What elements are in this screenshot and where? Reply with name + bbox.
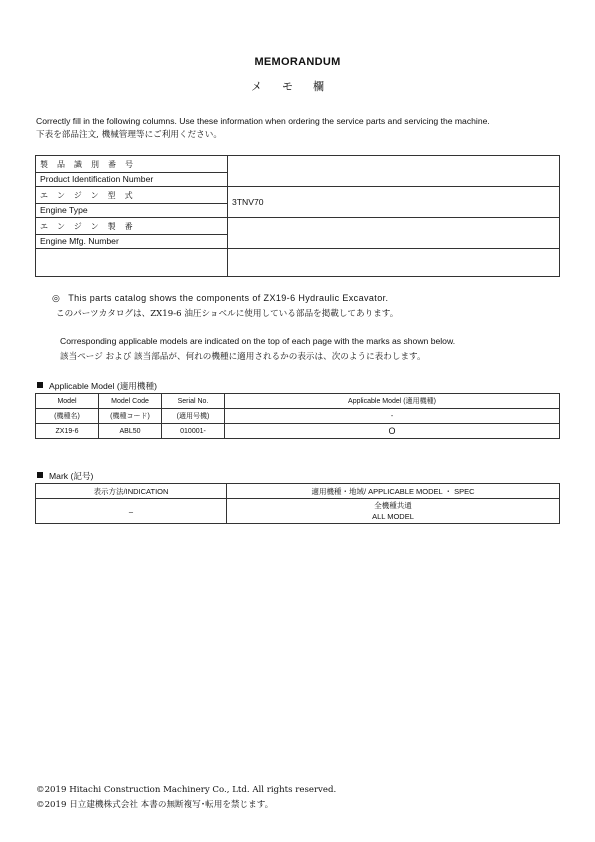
catalog-note-en (52, 293, 388, 304)
model-code-cell: ABL50 (99, 424, 162, 439)
col-header-indication: 表示方法/INDICATION (36, 484, 227, 499)
blank-cell-right (228, 249, 560, 277)
applicable-spec-cell (227, 499, 560, 524)
engine-mfg-label-jp: エンジン製番 (36, 218, 228, 235)
table-row (36, 499, 560, 524)
mark-heading (37, 470, 93, 482)
col-header-model-code: Model Code (99, 394, 162, 409)
engine-mfg-value (228, 218, 560, 249)
col-header-serial: Serial No. (162, 394, 225, 409)
applicable-note-en: Corresponding applicable models are indicated on the top of each page with the marks as shown below. (60, 336, 456, 346)
engine-type-label-en: Engine Type (36, 204, 228, 218)
square-bullet-icon (37, 382, 43, 388)
applicable-mark-cell: O (225, 424, 560, 439)
col-header-applicable: Applicable Model (適用機種) (225, 394, 560, 409)
engine-type-value: 3TNV70 (228, 187, 560, 218)
catalog-note-text: This parts catalog shows the components of ZX19-6 Hydraulic Excavator. (68, 293, 389, 303)
col-header-model: Model (36, 394, 99, 409)
col-header-model-jp: (機種名) (36, 409, 99, 424)
page-title: MEMORANDUM (254, 56, 341, 68)
col-header-applicable-spec: 適用機種・地域/ APPLICABLE MODEL ・ SPEC (227, 484, 560, 499)
col-header-serial-jp: (適用号機) (162, 409, 225, 424)
indication-cell: – (36, 499, 227, 524)
model-cell: ZX19-6 (36, 424, 99, 439)
col-header-model-code-jp: (機種コード) (99, 409, 162, 424)
mark-heading-text: Mark (記号) (49, 471, 94, 481)
col-header-applicable-sub: - (225, 409, 560, 424)
intro-text-en: Correctly fill in the following columns. Use these information when ordering the service parts and servicing the machine. (36, 116, 490, 126)
copyright-en: ©2019 Hitachi Construction Machinery Co., Ltd. All rights reserved. (36, 785, 337, 795)
engine-type-label-jp: エンジン型式 (36, 187, 228, 204)
product-id-value (228, 156, 560, 187)
catalog-note-jp: このパーツカタログは、ZX19-6 油圧ショベルに使用している部品を掲載してあります。 (56, 309, 399, 319)
applicable-note-jp: 該当ページ および 該当部品が、何れの機種に適用されるかの表示は、次のように表わします。 (60, 352, 426, 362)
blank-cell-left (36, 249, 228, 277)
identification-table (35, 155, 560, 277)
engine-mfg-label-en: Engine Mfg. Number (36, 235, 228, 249)
applicable-model-heading (37, 380, 157, 392)
applicable-model-table (35, 393, 560, 439)
copyright-jp: ©2019 日立建機株式会社 本書の無断複写･転用を禁じます。 (36, 800, 274, 810)
applicable-model-heading-text: Applicable Model (適用機種) (49, 381, 157, 391)
intro-text-jp: 下表を部品注文, 機械管理等にご利用ください。 (36, 130, 222, 140)
serial-cell: 010001- (162, 424, 225, 439)
product-id-label-en: Product Identification Number (36, 173, 228, 187)
mark-table (35, 483, 560, 524)
product-id-label-jp: 製品識別番号 (36, 156, 228, 173)
double-circle-icon: ◎ (52, 293, 61, 303)
all-model-en: ALL MODEL (372, 512, 414, 521)
all-model-jp: 全機種共通 (374, 501, 412, 510)
page-subtitle: メモ欄 (251, 80, 344, 93)
square-bullet-icon (37, 472, 43, 478)
table-row (36, 424, 560, 439)
